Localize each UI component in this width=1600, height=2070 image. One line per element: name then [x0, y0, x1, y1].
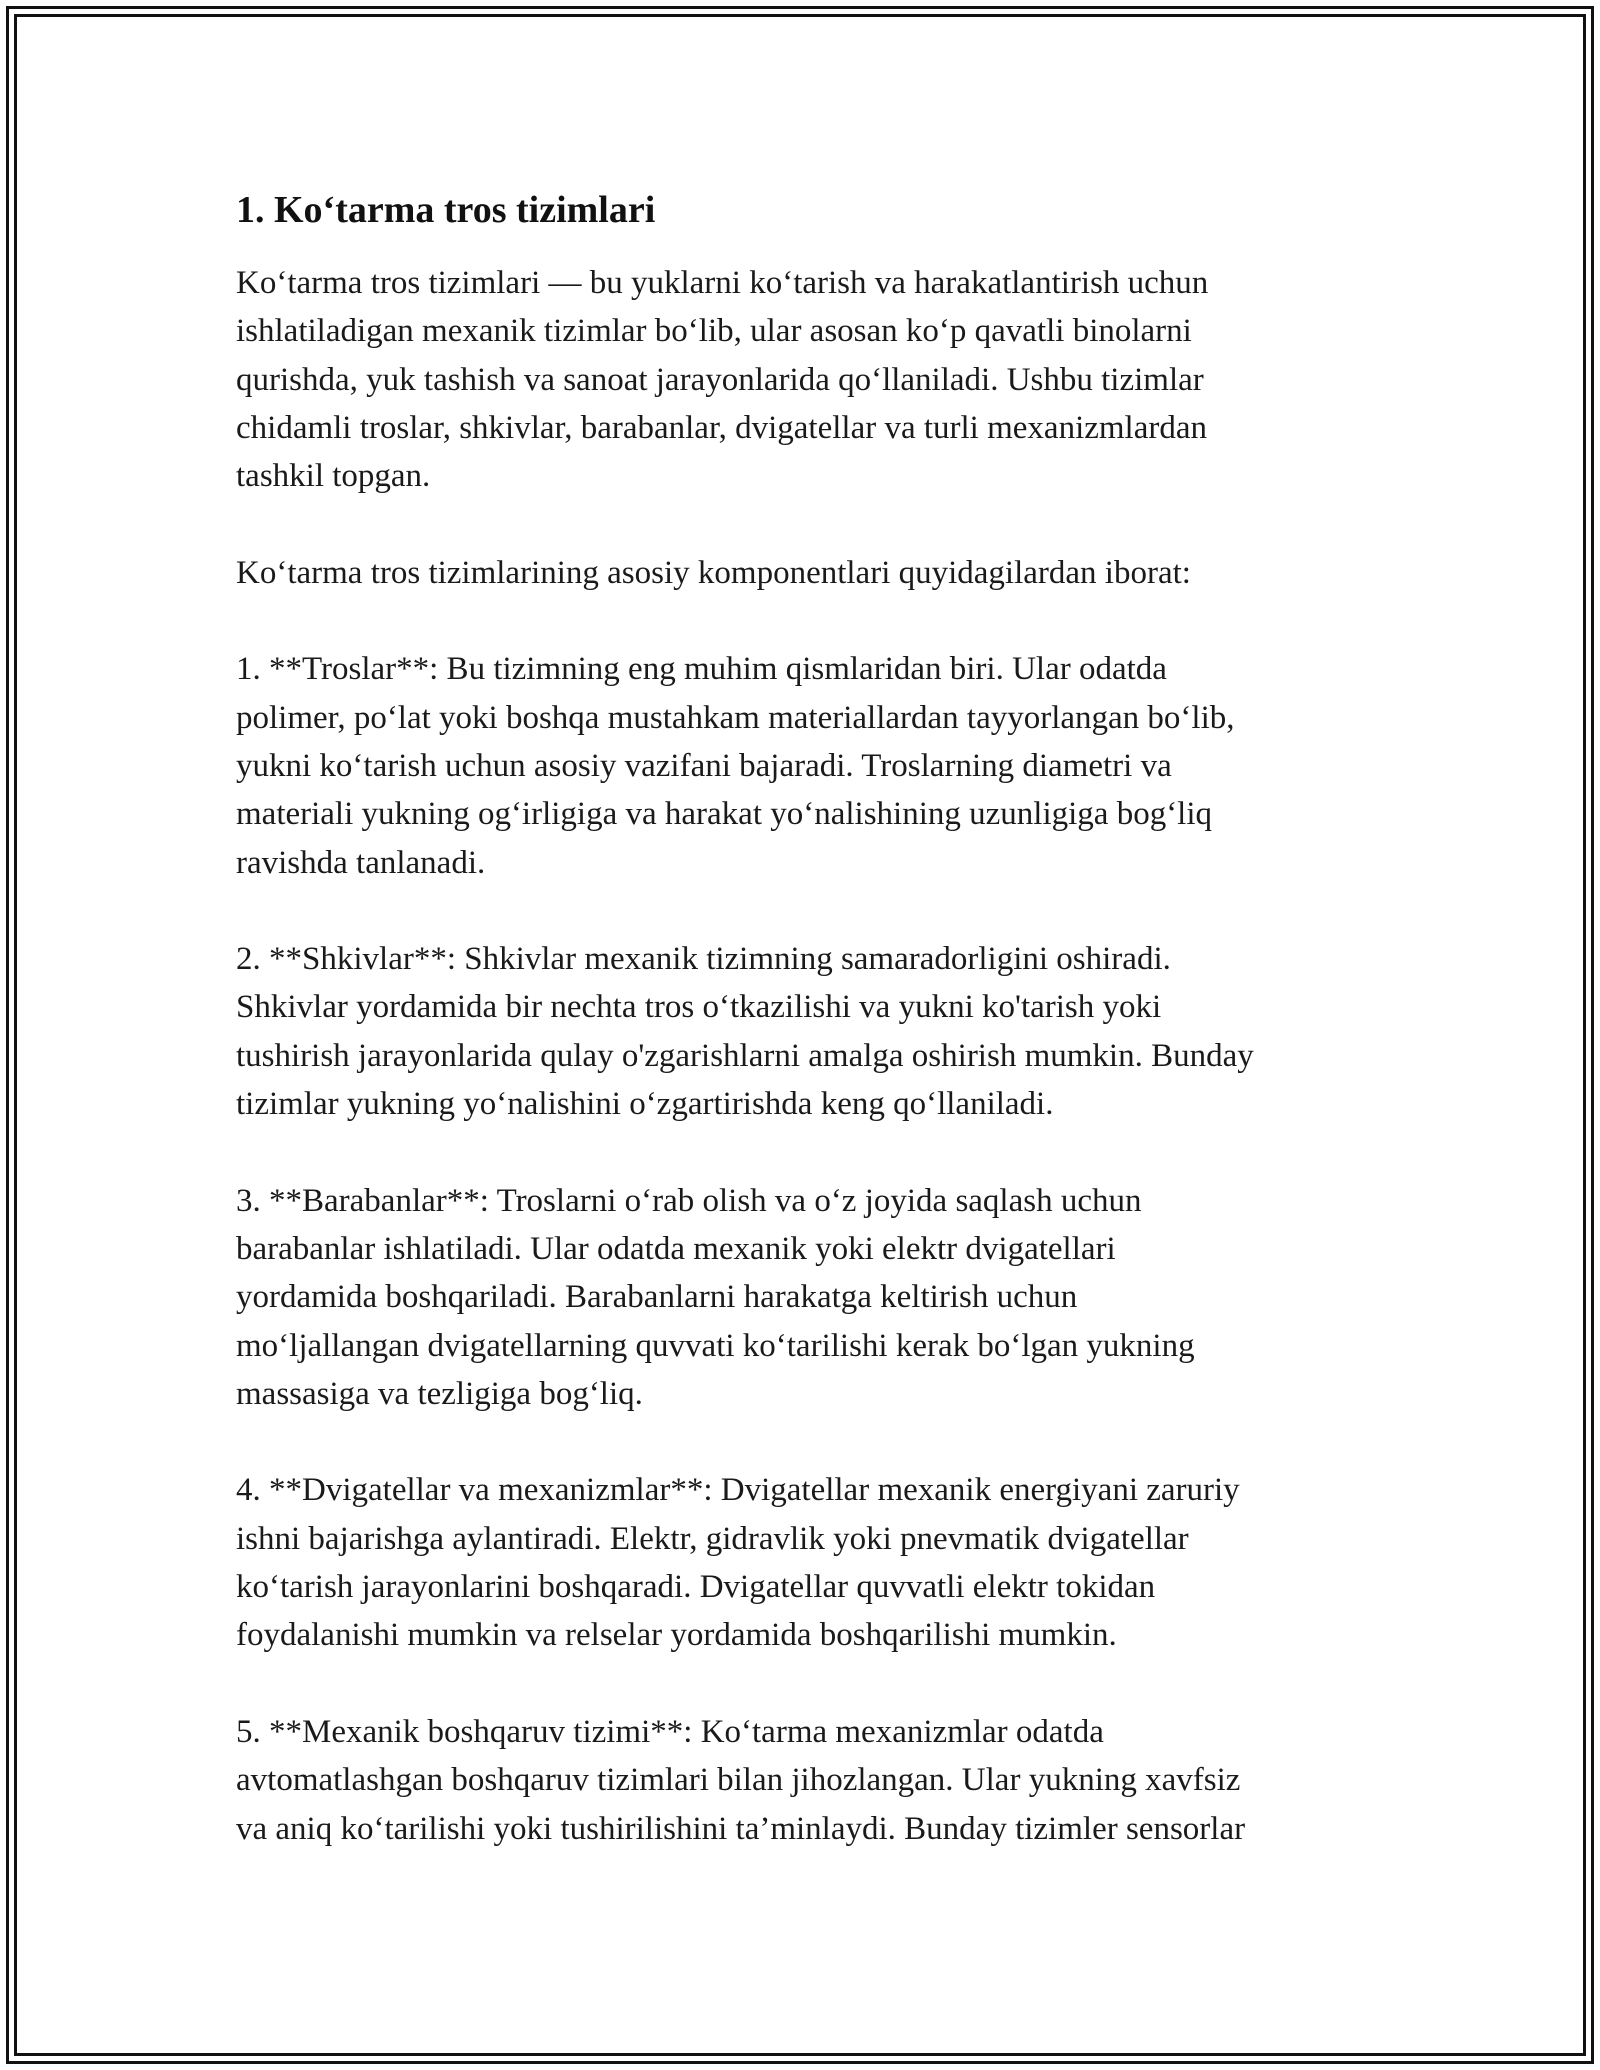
list-item-troslar: 1. **Troslar**: Bu tizimning eng muhim qismlaridan biri. Ular odatda polimer, po‘lat yoki boshqa mustahkam materiallardan tayyorlangan bo‘lib, yukni ko‘tarish uchun asosiy vazifani bajaradi. Troslarning diametri va materiali yukning og‘irligiga va harakat yo‘nalishining uzunligiga bog‘liq ravishda tanlanadi. [236, 651, 1235, 881]
section-heading: 1. Ko‘tarma tros tizimlari [236, 189, 656, 231]
components-intro-paragraph: Ko‘tarma tros tizimlarining asosiy komponentlari quyidagilardan iborat: [236, 554, 1191, 591]
list-item-dvigatellar: 4. **Dvigatellar va mexanizmlar**: Dvigatellar mexanik energiyani zaruriy ishni bajarishga aylantiradi. Elektr, gidravlik yoki pnevmatik dvigatellar ko‘tarish jarayonlarini boshqaradi. Dvigatellar quvvatli elektr tokidan foydalanishi mumkin va relselar yordamida boshqarilishi mumkin. [236, 1472, 1240, 1654]
list-item-boshqaruv-tizimi: 5. **Mexanik boshqaruv tizimi**: Ko‘tarma mexanizmlar odatda avtomatlashgan boshqaruv tizimlari bilan jihozlangan. Ular yukning xavfsiz va aniq ko‘tarilishi yoki tushirilishini ta’minlaydi. Bunday tizimler sensorlar [236, 1713, 1246, 1847]
list-item-barabanlar: 3. **Barabanlar**: Troslarni o‘rab olish va o‘z joyida saqlash uchun barabanlar ishlatiladi. Ular odatda mexanik yoki elektr dvigatellari yordamida boshqariladi. Barabanlarni harakatga keltirish uchun mo‘ljallangan dvigatellarning quvvati ko‘tarilishi kerak bo‘lgan yukning massasiga va tezligiga bog‘liq. [236, 1182, 1195, 1412]
list-item-shkivlar: 2. **Shkivlar**: Shkivlar mexanik tizimning samaradorligini oshiradi. Shkivlar yordamida bir nechta tros o‘tkazilishi va yukni ko'tarish yoki tushirish jarayonlarida qulay o'zgarishlarni amalga oshirish mumkin. Bunday tizimlar yukning yo‘nalishini o‘zgartirishda keng qo‘llaniladi. [236, 941, 1254, 1123]
intro-paragraph: Ko‘tarma tros tizimlari — bu yuklarni ko‘tarish va harakatlantirish uchun ishlatiladigan mexanik tizimlar bo‘lib, ular asosan ko‘p qavatli binolarni qurishda, yuk tashish va sanoat jarayonlarida qo‘llaniladi. Ushbu tizimlar chidamli troslar, shkivlar, barabanlar, dvigatellar va turli mexanizmlardan tashkil topgan. [236, 265, 1209, 495]
document-body [236, 186, 1376, 1901]
